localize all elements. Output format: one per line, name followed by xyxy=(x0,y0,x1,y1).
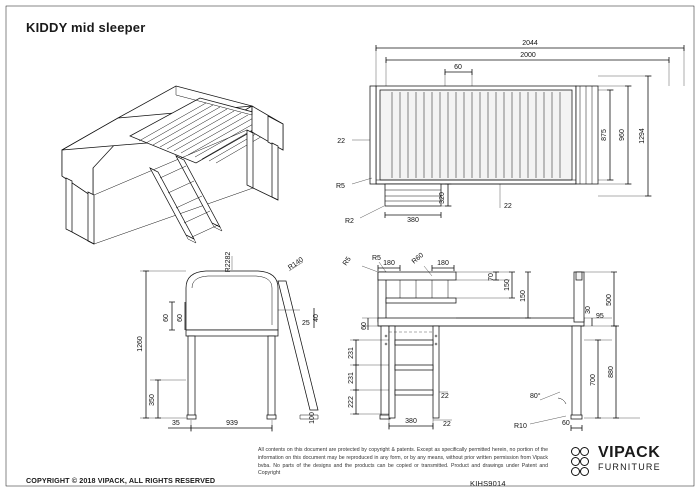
dim-95: 95 xyxy=(596,313,604,320)
dim-875: 875 xyxy=(601,129,608,141)
dim-25: 25 xyxy=(302,320,310,327)
dim-100: 100 xyxy=(309,412,316,424)
dim-222: 222 xyxy=(348,396,355,408)
legal-notice: All contents on this document are protected by copyright & patents. Except as specifically permitted herein, no portion of the information on this document may be reproduced in any form, or by any means, without prior written permission from Vipack bvba. No parts of the designs and the products can be copied or transmitted. Product and drawings under Patent and Copyright xyxy=(258,447,548,477)
dim-22-right: 22 xyxy=(504,203,512,210)
dim-2044: 2044 xyxy=(522,40,538,47)
dim-150-b: 150 xyxy=(520,290,527,302)
front-view xyxy=(342,252,640,431)
drawing-code: KIHS9014 xyxy=(470,479,506,488)
dim-35: 35 xyxy=(172,420,180,427)
dim-r10: R10 xyxy=(514,423,527,430)
dim-60-slat: 60 xyxy=(454,64,462,71)
dim-150-a: 150 xyxy=(504,279,511,291)
dim-500: 500 xyxy=(606,294,613,306)
dim-380-top: 380 xyxy=(407,217,419,224)
dim-320: 320 xyxy=(439,192,446,204)
dim-angle-80: 80° xyxy=(530,393,541,400)
dim-r2-top: R2 xyxy=(345,218,354,225)
dim-r2282: R2282 xyxy=(225,251,232,273)
dim-180-b: 180 xyxy=(437,260,449,267)
dim-60-front: 60 xyxy=(361,322,368,330)
dim-22-front: 22 xyxy=(441,393,449,400)
dim-231-a: 231 xyxy=(348,347,355,359)
dim-22-left: 22 xyxy=(337,138,345,145)
dim-60-foot: 60 xyxy=(562,420,570,427)
dim-380-front: 380 xyxy=(405,418,417,425)
dim-r5-front-b: R5 xyxy=(372,255,381,262)
dim-r140: R140 xyxy=(287,256,305,272)
page-title: KIDDY mid sleeper xyxy=(26,20,146,35)
dim-939: 939 xyxy=(226,420,238,427)
dim-180-a: 180 xyxy=(383,260,395,267)
dim-r5-top: R5 xyxy=(336,183,345,190)
dim-700: 700 xyxy=(590,374,597,386)
dim-960: 960 xyxy=(619,129,626,141)
dim-r5-front-a: R5 xyxy=(341,255,353,268)
dim-231-b: 231 xyxy=(348,372,355,384)
dim-r60: R60 xyxy=(410,251,426,266)
dim-880: 880 xyxy=(608,366,615,378)
dim-60-b: 60 xyxy=(177,314,184,322)
dim-40: 40 xyxy=(313,314,320,322)
dim-1294: 1294 xyxy=(639,128,646,144)
side-view xyxy=(137,252,320,432)
dim-30: 30 xyxy=(585,306,592,314)
dim-60-a: 60 xyxy=(163,314,170,322)
dim-22-bottom: 22 xyxy=(443,421,451,428)
top-view xyxy=(336,40,684,225)
copyright-notice: COPYRIGHT © 2018 VIPACK, ALL RIGHTS RESERVED xyxy=(26,476,216,485)
dim-2000: 2000 xyxy=(520,52,536,59)
isometric-view xyxy=(62,86,283,244)
dim-70: 70 xyxy=(488,273,495,281)
dim-350: 350 xyxy=(149,394,156,406)
logo-sub: FURNITURE xyxy=(598,462,661,472)
dim-1260: 1260 xyxy=(137,336,144,352)
logo-brand: VIPACK xyxy=(598,444,661,461)
